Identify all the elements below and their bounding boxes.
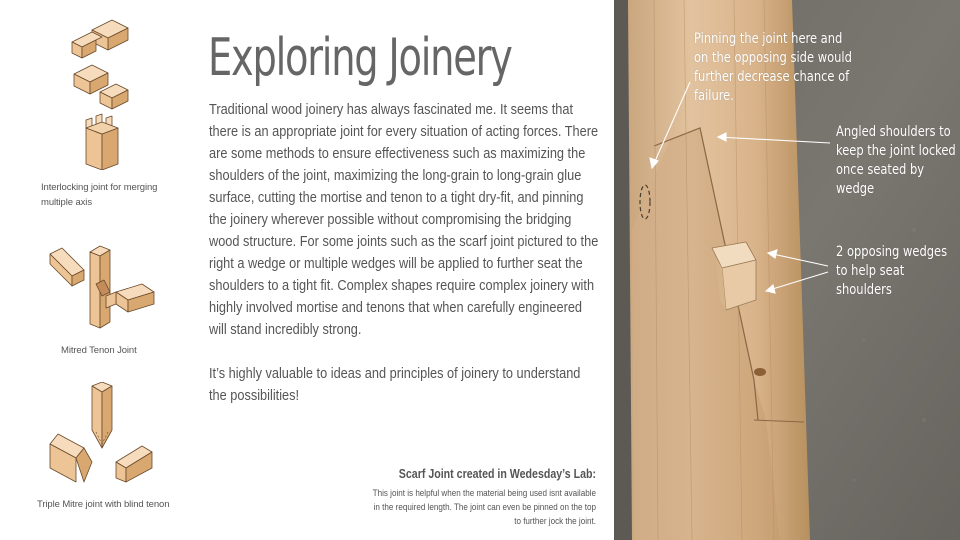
mitred-tenon-joint-diagram xyxy=(46,240,158,332)
body-paragraph-1: Traditional wood joinery has always fascinated me. It seems that there is an appropriate joint for every situation of acting forces. There are some methods to ensure effectiveness such as maximizing the shoulders of the joint, maximizing the long-grain to long-grain glue surface, cutting the mortise and tenon to a tight dry-fit, and pinning the joinery wherever possible without compromising the bridging wood structure. For some joints such as the scarf joint pictured to the right a wedge or multiple wedges will be applied to further seat the shoulders to a tight fit. Complex shapes require complex joinery with highly involved mortise and tenons that when carefully engineered will stand incredibly strong. xyxy=(209,101,599,338)
triple-mitre-joint-diagram xyxy=(46,382,158,486)
annotation-angled-shoulders: Angled shoulders to keep the joint locked once seated by wedge xyxy=(836,124,956,197)
diagram-caption-mitred-tenon: Mitred Tenon Joint xyxy=(61,345,137,356)
diagram-caption-interlocking: Interlocking joint for merging multiple axis xyxy=(41,182,158,208)
scarf-joint-photo xyxy=(614,0,960,540)
body-paragraph-2: It’s highly valuable to ideas and principles of joinery to understand the possibilities! xyxy=(209,365,581,404)
diagram-caption-triple-mitre: Triple Mitre joint with blind tenon xyxy=(37,499,170,510)
annotation-pinning: Pinning the joint here and on the opposing side would further decrease chance of failure. xyxy=(694,31,852,104)
annotation-wedges: 2 opposing wedges to help seat shoulders xyxy=(836,244,948,298)
page-title: Exploring Joinery xyxy=(208,28,512,88)
interlocking-joint-diagram xyxy=(62,18,140,170)
scarf-caption-title: Scarf Joint created in Wedesday’s Lab: xyxy=(398,467,596,481)
body-text xyxy=(209,99,600,407)
scarf-caption-description: This joint is helpful when the material being used isnt available in the required length. The joint can even be pinned on the top to further jock the joint. xyxy=(372,488,596,526)
